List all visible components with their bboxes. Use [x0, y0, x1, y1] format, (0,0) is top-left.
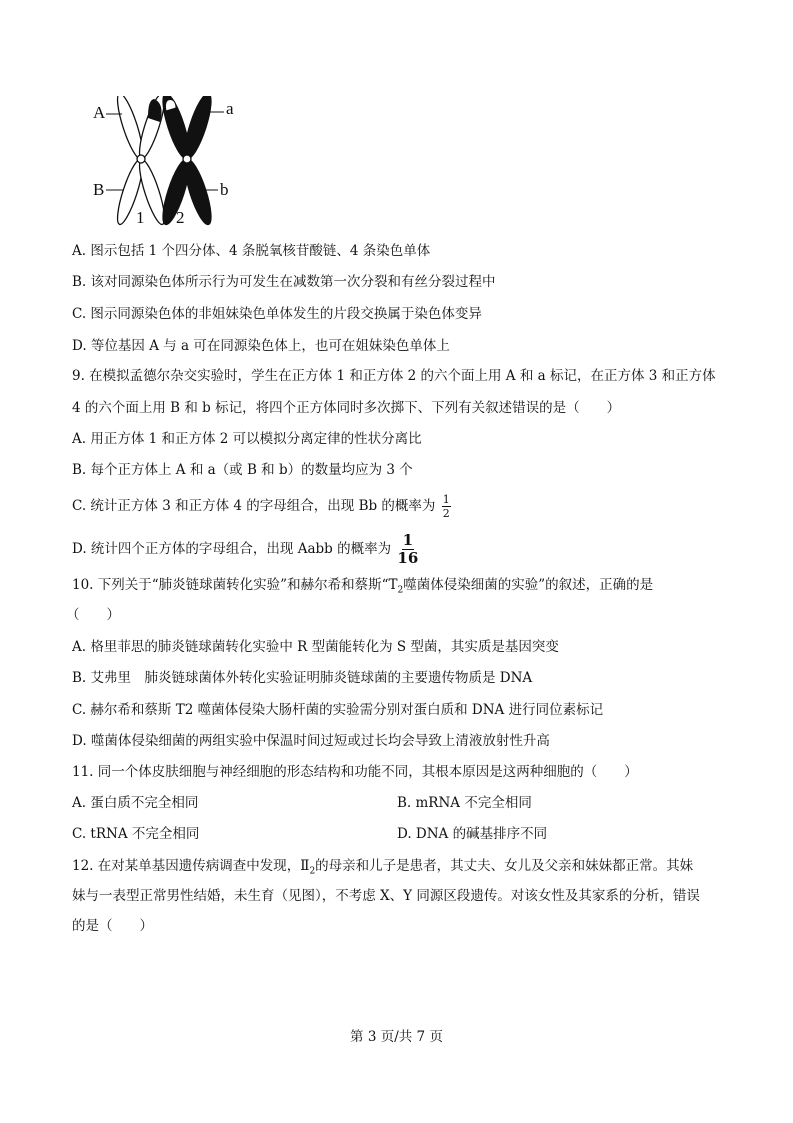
fraction-one-half: $\frac{1}{2}$	[442, 493, 450, 520]
label-b: b	[220, 180, 229, 199]
q10-option-d: D. 噬菌体侵染细菌的两组实验中保温时间过短或过长均会导致上清液放射性升高	[72, 733, 550, 749]
q12-stem-line3: 的是（ ）	[72, 918, 153, 934]
q12-stem-line1: 12. 在对某单基因遗传病调查中发现，$Ⅱ_2$的母亲和儿子是患者，其丈夫、女儿及父亲和妹妹都正常。其妹	[72, 858, 694, 877]
label-A: A	[93, 103, 106, 122]
q8-option-b: B. 该对同源染色体所示行为可发生在减数第一次分裂和有丝分裂过程中	[72, 274, 496, 290]
label-a: a	[226, 99, 234, 118]
q9-option-c	[72, 494, 451, 519]
fraction-one-sixteenth: $\frac{1}{16}$	[397, 531, 419, 567]
centromere-1	[137, 155, 145, 163]
q11-option-c: C. tRNA 不完全相同	[72, 826, 200, 842]
q11-option-d: D. DNA 的碱基排序不同	[397, 826, 548, 842]
label-2: 2	[176, 208, 185, 227]
q9-stem-line1: 9. 在模拟孟德尔杂交实验时，学生在正方体 1 和正方体 2 的六个面上用 A 和 a 标记，在正方体 3 和正方体	[72, 368, 716, 384]
q10-option-a: A. 格里菲思的肺炎链球菌转化实验中 R 型菌能转化为 S 型菌，其实质是基因突变	[72, 639, 559, 655]
label-1: 1	[136, 208, 145, 227]
page-footer: 第 3 页/共 7 页	[350, 1029, 443, 1045]
q8-option-d: D. 等位基因 A 与 a 可在同源染色体上，也可在姐妹染色单体上	[72, 338, 450, 354]
q10-stem-line2: （ ）	[66, 607, 120, 623]
q11-stem: 11. 同一个体皮肤细胞与神经细胞的形态结构和功能不同，其根本原因是这两种细胞的（ ）	[72, 764, 638, 780]
q10-option-c: C. 赫尔希和蔡斯 T2 噬菌体侵染大肠杆菌的实验需分别对蛋白质和 DNA 进行同位素标记	[72, 702, 604, 718]
q10-stem-line1: 10. 下列关于“肺炎链球菌转化实验”和赫尔希和蔡斯“$T_2$噬菌体侵染细菌的实验”的叙述，正确的是	[72, 577, 654, 596]
q11-option-b: B. mRNA 不完全相同	[397, 795, 532, 811]
q9-option-a: A. 用正方体 1 和正方体 2 可以模拟分离定律的性状分离比	[72, 431, 422, 447]
label-B: B	[93, 180, 105, 199]
q10-option-b: B. 艾弗里 肺炎链球菌体外转化实验证明肺炎链球菌的主要遗传物质是 DNA	[72, 670, 533, 686]
q9-option-d-text: D. 统计四个正方体的字母组合，出现 Aabb 的概率为	[72, 541, 392, 557]
q11-option-a: A. 蛋白质不完全相同	[72, 795, 199, 811]
q8-option-a: A. 图示包括 1 个四分体、4 条脱氧核苷酸链、4 条染色单体	[72, 243, 431, 259]
q9-stem-line2: 4 的六个面上用 B 和 b 标记，将四个正方体同时多次掷下、下列有关叙述错误的是（ ）	[72, 400, 621, 416]
q9-option-c-text: C. 统计正方体 3 和正方体 4 的字母组合，出现 Bb 的概率为	[72, 498, 436, 514]
q12-stem-line2: 妹与一表型正常男性结婚，未生育（见图），不考虑 X、Y 同源区段遗传。对该女性及其家系的分析，错误	[72, 888, 700, 904]
chromosome-figure	[90, 96, 250, 236]
centromere-2	[183, 155, 191, 163]
q9-option-d	[72, 533, 418, 566]
q9-option-b: B. 每个正方体上 A 和 a（或 B 和 b）的数量均应为 3 个	[72, 462, 413, 478]
q8-option-c: C. 图示同源染色体的非姐妹染色单体发生的片段交换属于染色体变异	[72, 306, 482, 322]
